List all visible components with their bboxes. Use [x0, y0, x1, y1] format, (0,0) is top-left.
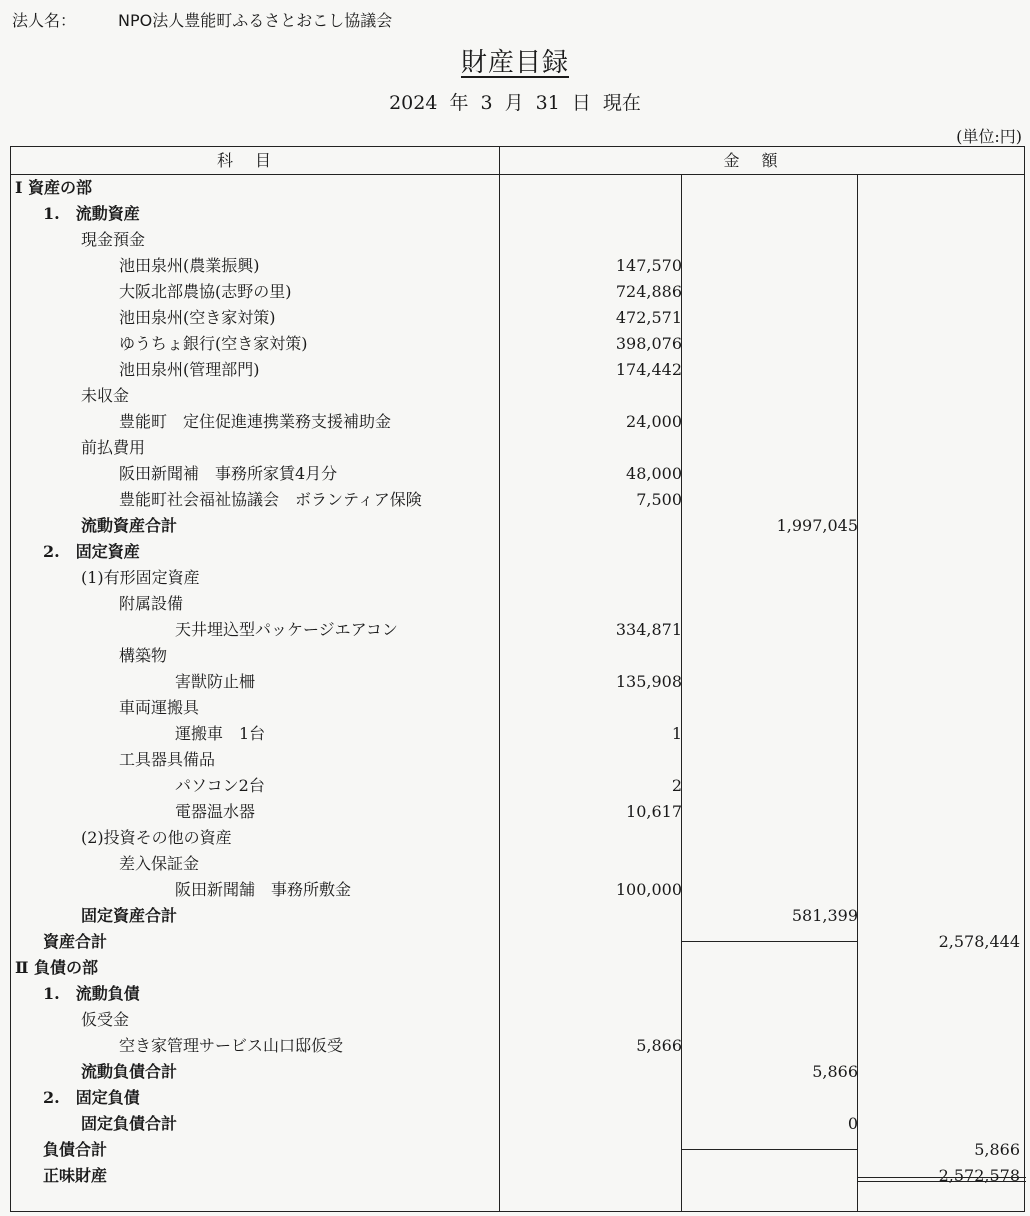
unit-label: (単位:円)	[956, 127, 1022, 146]
row-label: 流動負債合計	[81, 1062, 178, 1081]
subtotal-amount: 5,866	[812, 1062, 858, 1081]
row-label: 車両運搬具	[119, 698, 200, 717]
table-row	[11, 1007, 1024, 1033]
row-label: パソコン2台	[175, 776, 265, 795]
table-row	[11, 877, 1024, 903]
total-double-rule	[857, 1177, 1026, 1182]
row-label: ゆうちょ銀行(空き家対策)	[119, 334, 308, 353]
corporation-line	[12, 8, 392, 31]
detail-amount: 7,500	[636, 490, 682, 509]
table-row	[11, 903, 1024, 929]
table-row	[11, 747, 1024, 773]
table-row	[11, 695, 1024, 721]
detail-amount: 10,617	[626, 802, 682, 821]
row-label: 現金預金	[81, 230, 146, 249]
row-label: 2. 固定負債	[43, 1088, 140, 1107]
table-body	[11, 175, 1024, 1189]
table-row	[11, 409, 1024, 435]
detail-amount: 334,871	[615, 620, 682, 639]
table-row	[11, 669, 1024, 695]
row-label: 正味財産	[43, 1166, 108, 1185]
detail-amount: 147,570	[615, 256, 682, 275]
detail-amount: 2	[671, 776, 682, 795]
row-label: 固定資産合計	[81, 906, 178, 925]
table-row	[11, 383, 1024, 409]
amount-column-header: 金額	[723, 151, 800, 170]
table-row	[11, 201, 1024, 227]
row-label: 前払費用	[81, 438, 146, 457]
table-row	[11, 253, 1024, 279]
table-row	[11, 1163, 1024, 1189]
table-row	[11, 643, 1024, 669]
row-label: 天井埋込型パッケージエアコン	[175, 620, 398, 639]
document-title	[0, 42, 1030, 79]
row-label: Ⅰ 資産の部	[15, 178, 93, 197]
title-text: 財産目録	[460, 48, 569, 78]
table-row	[11, 1033, 1024, 1059]
total-amount: 2,578,444	[938, 932, 1020, 951]
table-row	[11, 1137, 1024, 1163]
table-row	[11, 461, 1024, 487]
table-row	[11, 617, 1024, 643]
table-row	[11, 1085, 1024, 1111]
row-label: 空き家管理サービス山口邸仮受	[119, 1036, 344, 1055]
table-row	[11, 1111, 1024, 1137]
detail-amount: 135,908	[615, 672, 682, 691]
subtotal-amount: 1,997,045	[776, 516, 858, 535]
row-label: 害獣防止柵	[175, 672, 256, 691]
row-label: (2)投資その他の資産	[81, 828, 232, 847]
table-row	[11, 305, 1024, 331]
row-label: 仮受金	[81, 1010, 130, 1029]
detail-amount: 24,000	[626, 412, 682, 431]
row-label: 阪田新聞舗 事務所敷金	[175, 880, 352, 899]
detail-amount: 472,571	[615, 308, 682, 327]
row-label: 資産合計	[43, 932, 108, 951]
row-label: 1. 流動資産	[43, 204, 140, 223]
table-row	[11, 227, 1024, 253]
detail-amount: 48,000	[626, 464, 682, 483]
row-label: 固定負債合計	[81, 1114, 178, 1133]
corp-label: 法人名：	[12, 11, 77, 30]
table-row	[11, 279, 1024, 305]
row-label: 阪田新聞補 事務所家賃4月分	[119, 464, 338, 483]
subtotal-amount: 581,399	[791, 906, 858, 925]
table-row	[11, 955, 1024, 981]
table-row	[11, 825, 1024, 851]
row-label: 1. 流動負債	[43, 984, 140, 1003]
table-row	[11, 721, 1024, 747]
row-label: 池田泉州(管理部門)	[119, 360, 260, 379]
table-row	[11, 513, 1024, 539]
corp-name: NPO法人豊能町ふるさとおこし協議会	[118, 11, 393, 30]
table-row	[11, 773, 1024, 799]
table-row	[11, 929, 1024, 955]
table-row	[11, 1059, 1024, 1085]
detail-amount: 5,866	[636, 1036, 682, 1055]
row-label: 2. 固定資産	[43, 542, 140, 561]
row-label: 池田泉州(空き家対策)	[119, 308, 276, 327]
row-label: 工具器具備品	[119, 750, 216, 769]
table-header	[11, 147, 1024, 175]
row-label: 負債合計	[43, 1140, 108, 1159]
table-row	[11, 435, 1024, 461]
row-label: 構築物	[119, 646, 168, 665]
row-label: 流動資産合計	[81, 516, 178, 535]
row-label: 電器温水器	[175, 802, 256, 821]
table-row	[11, 565, 1024, 591]
detail-amount: 174,442	[615, 360, 682, 379]
detail-amount: 100,000	[615, 880, 682, 899]
total-rule	[681, 1149, 857, 1150]
table-row	[11, 591, 1024, 617]
row-label: 大阪北部農協(志野の里)	[119, 282, 292, 301]
as-of-date: 2024 年 3 月 31 日 現在	[389, 92, 641, 114]
detail-amount: 1	[671, 724, 682, 743]
detail-amount: 724,886	[615, 282, 682, 301]
row-label: 未収金	[81, 386, 130, 405]
table-row	[11, 981, 1024, 1007]
row-label: 池田泉州(農業振興)	[119, 256, 260, 275]
total-amount: 5,866	[974, 1140, 1020, 1159]
row-label: 運搬車 1台	[175, 724, 266, 743]
table-row	[11, 799, 1024, 825]
row-label: 豊能町 定住促進連携業務支援補助金	[119, 412, 392, 431]
table-row	[11, 539, 1024, 565]
table-row	[11, 331, 1024, 357]
row-label: (1)有形固定資産	[81, 568, 200, 587]
table-row	[11, 851, 1024, 877]
total-amount: 2,572,578	[938, 1166, 1020, 1185]
row-label: Ⅱ 負債の部	[15, 958, 99, 977]
subject-column-header: 科目	[11, 147, 500, 174]
row-label: 附属設備	[119, 594, 184, 613]
total-rule	[681, 941, 857, 942]
table-row	[11, 357, 1024, 383]
row-label: 差入保証金	[119, 854, 200, 873]
row-label: 豊能町社会福祉協議会 ボランティア保険	[119, 490, 422, 509]
table-row	[11, 487, 1024, 513]
inventory-table	[10, 146, 1025, 1212]
subtotal-amount: 0	[847, 1114, 858, 1133]
detail-amount: 398,076	[615, 334, 682, 353]
table-row	[11, 175, 1024, 201]
